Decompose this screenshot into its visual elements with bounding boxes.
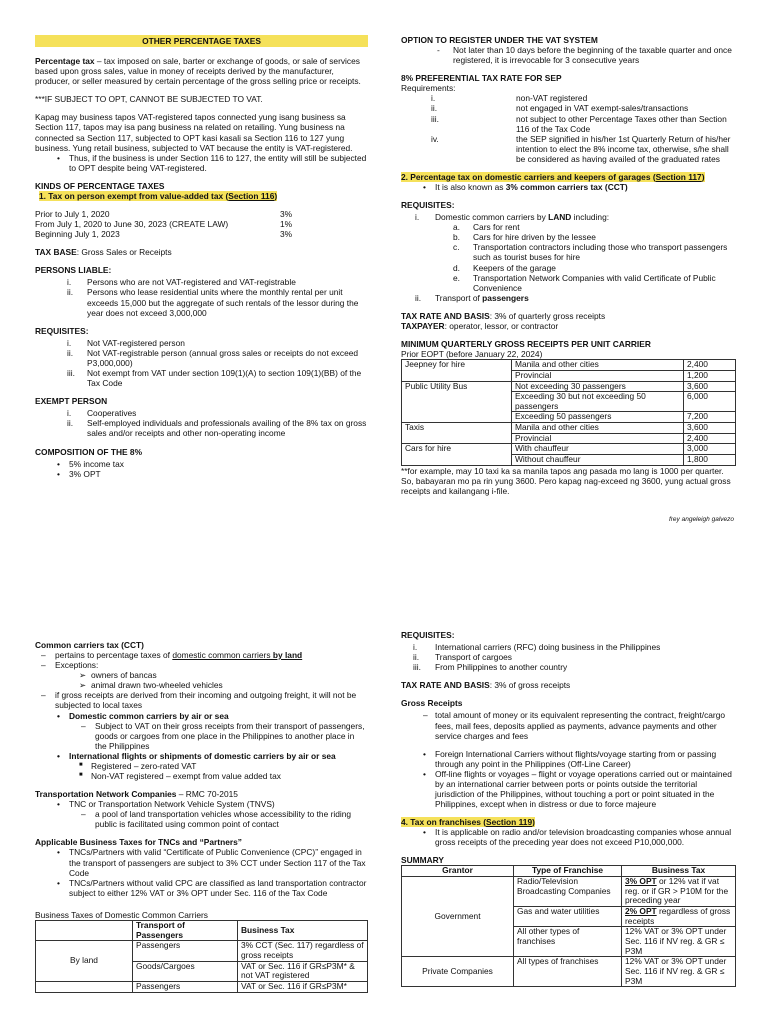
item-4-bullet: • It is applicable on radio and/or television broadcasting companies whose annual gross receipts of the preceding year does not exceed P10,000,000. <box>423 827 732 848</box>
air-sea-detail: – Subject to VAT on their gross receipts from their transport of passengers, goods or cargoes from one place in the Philippines to another place in the Philippines <box>81 720 365 751</box>
item-1-highlight <box>39 191 277 201</box>
bullet-text: TNC or Transportation Network Vehicle System (TNVS) <box>69 799 275 810</box>
list-item <box>35 368 368 388</box>
tnc-heading <box>35 789 368 799</box>
list-item: • 3% OPT <box>57 468 101 479</box>
list-marker: iii. <box>67 368 75 379</box>
taxpayer-label: TAXPAYER <box>401 320 445 331</box>
table-cell-amount: 3,000 <box>684 444 736 455</box>
list-item <box>401 103 736 113</box>
table-header: Grantor <box>402 866 514 877</box>
list-item <box>35 418 368 438</box>
tax-base-label: TAX BASE <box>35 247 77 258</box>
gross-receipts-heading: Gross Receipts <box>401 698 463 709</box>
min-gross-table <box>401 359 736 466</box>
table-header: Business Tax <box>622 866 736 877</box>
section-116-link[interactable]: Section 116 <box>228 190 275 201</box>
list-text: owners of bancas <box>91 670 157 681</box>
list-item <box>401 93 736 103</box>
tnc-rmc: – RMC 70-2015 <box>176 789 238 800</box>
item-1-heading <box>35 191 368 201</box>
list-text: Foreign International Carriers without flights/voyage starting from or passing through any point in the Philippines (Off-Line Career) <box>435 748 717 769</box>
list-marker: ii. <box>413 652 420 663</box>
list-text: From Philippines to another country <box>435 662 568 673</box>
intl-item: ■ Registered – zero-rated VAT <box>79 760 197 771</box>
list-item: • Off-line flights or voyages – flight or voyage operations carried out or maintained by an international carrier between ports or points outside the territorial jurisdiction of the Philippines, without touching a port or point situated in the Philippines, except when in distress or due to force majeure <box>423 768 732 810</box>
term-percentage-tax: Percentage tax <box>35 56 95 67</box>
table-header: Transport of Passengers <box>133 920 238 940</box>
list-text: non-VAT registered <box>516 93 588 104</box>
bullet-text: It is also known as <box>435 182 506 193</box>
tax-rate-text: 12% VAT or 3% OPT under Sec. 116 if NV reg. & GR ≤ P3M <box>625 926 727 956</box>
tax-rate-text: 12% VAT or 3% OPT under Sec. 116 if NV reg. & GR ≤ P3M <box>625 956 727 986</box>
list-text: a pool of land transportation vehicles whose accessibility to the riding public is facilitated using common point of contact <box>95 809 352 830</box>
tax-rate-emphasis: 2% OPT <box>625 906 657 917</box>
list-text: TNCs/Partners without valid CPC are classified as land transportation contractor subject to either 12% VAT or 3% OPT under Sec. 116 of the Tax Code <box>69 877 367 898</box>
list-text: Persons who are not VAT-registered and VAT-registrable <box>87 277 296 288</box>
bullet-text: Domestic common carriers by air or sea <box>69 710 229 721</box>
table-cell-grantor: Private Companies <box>402 957 514 987</box>
table-cell: 3% CCT (Sec. 117) regardless of gross receipts <box>238 941 368 961</box>
air-sea-heading: • Domestic common carriers by air or sea <box>57 710 229 721</box>
table-cell: VAT or Sec. 116 if GR≤P3M* & not VAT registered <box>238 961 368 981</box>
item-4-heading <box>401 817 736 827</box>
table-cell-grantor: Government <box>402 877 514 957</box>
table-row <box>402 381 736 392</box>
min-gross-subheading: Prior EOPT (before January 22, 2024) <box>401 349 543 360</box>
list-item <box>35 277 368 287</box>
table-row <box>402 957 736 987</box>
table-cell: Manila and other cities <box>512 423 684 434</box>
list-text: Exceptions: <box>55 660 99 671</box>
list-item <box>401 652 736 662</box>
rate-timeline <box>35 209 368 239</box>
table-cell: Provincial <box>512 433 684 444</box>
list-text: if gross receipts are derived from their incoming and outgoing freight, it will not be subjected to local taxes <box>55 690 357 711</box>
rate-label: TAX RATE AND BASIS <box>401 310 490 321</box>
table-row <box>402 360 736 371</box>
table-cell <box>622 927 736 957</box>
table-cell-group: By land <box>36 941 133 982</box>
opt-note: ***IF SUBJECT TO OPT, CANNOT BE SUBJECTED TO VAT. <box>35 94 263 105</box>
table-cell-category: Public Utility Bus <box>402 381 512 423</box>
table-cell-amount: 7,200 <box>684 412 736 423</box>
list-marker: b. <box>453 232 460 243</box>
list-text: the SEP signified in his/her 1st Quarterly Return of his/her intention to elect the 8% income tax, otherwise, s/he shall be considered as having availed of the graduated rates <box>516 133 731 164</box>
min-gross-heading: MINIMUM QUARTERLY GROSS RECEIPTS PER UNIT CARRIER <box>401 339 651 350</box>
list-text: TNCs/Partners with valid “Certificate of Public Convenience (CPC)” engaged in the transport of passengers are subject to 3% CCT under Section 117 of the Tax Code <box>69 847 366 878</box>
item-4-suffix: ) <box>532 817 535 828</box>
section-banner: OTHER PERCENTAGE TAXES <box>35 35 368 47</box>
table-cell: All types of franchises <box>514 957 622 987</box>
table-cell <box>622 957 736 987</box>
table-cell-category: Taxis <box>402 423 512 444</box>
table-cell: VAT or Sec. 116 if GR≤P3M* <box>238 981 368 992</box>
requisites-heading: REQUISITES: <box>35 325 89 336</box>
list-marker: iv. <box>431 133 439 144</box>
list-text: Registered – zero-rated VAT <box>91 760 197 771</box>
item-2-heading <box>401 172 736 182</box>
tax-rate-basis <box>401 680 736 690</box>
table-cell-amount: 3,600 <box>684 381 736 392</box>
rate-value: : 3% of quarterly gross receipts <box>489 310 606 321</box>
list-item <box>401 114 736 134</box>
composition-heading: COMPOSITION OF THE 8% <box>35 446 143 457</box>
requisites-heading: REQUISITES: <box>401 200 455 211</box>
list-text: not subject to other Percentage Taxes other than Section 116 of the Tax Code <box>516 113 727 134</box>
persons-liable-heading: PERSONS LIABLE: <box>35 265 112 276</box>
arrow-icon: ➢ <box>79 680 87 691</box>
list-item <box>401 134 736 164</box>
table-header <box>36 920 133 940</box>
table-cell: Manila and other cities <box>512 360 684 371</box>
table-cell <box>622 877 736 907</box>
list-item: • TNCs/Partners without valid CPC are classified as land transportation contractor subject to either 12% VAT or 3% OPT under Sec. 116 of the Tax Code <box>57 877 367 898</box>
rate-label: Beginning July 1, 2023 <box>35 229 120 240</box>
table-header: Business Tax <box>238 920 368 940</box>
table-cell: All other types of franchises <box>514 927 622 957</box>
table-cell: Provincial <box>512 370 684 381</box>
sub-item <box>401 273 736 293</box>
cct-definition: – pertains to percentage taxes of domestic common carriers by land <box>41 650 303 661</box>
list-text: total amount of money or its equivalent representing the contract, freight/cargo fees, mail fees, deposits applied as payments, advance payments and other service charges and fees <box>435 710 726 741</box>
item-1-text: 1. Tax on person exempt from value-added tax ( <box>39 190 229 201</box>
bullet-bold: 3% common carriers tax (CCT) <box>505 182 628 193</box>
list-marker: i. <box>67 277 72 288</box>
table-cell <box>622 907 736 927</box>
rate-value: 1% <box>280 219 293 230</box>
list-item: ii. Transport of passengers <box>415 292 529 303</box>
list-text: Not exempt from VAT under section 109(1)(A) to section 109(1)(BB) of the Tax Code <box>87 368 362 389</box>
right-bottom-column <box>401 630 736 987</box>
rate-label: Prior to July 1, 2020 <box>35 209 110 220</box>
exception-item <box>35 680 368 690</box>
summary-table <box>401 865 736 987</box>
list-text: Cooperatives <box>87 408 137 419</box>
table-cell: With chauffeur <box>512 444 684 455</box>
list-marker: i. <box>67 408 72 419</box>
list-marker: ii. <box>67 347 74 358</box>
list-text: pertains to percentage taxes of <box>55 650 173 661</box>
table-cell-category: Cars for hire <box>402 444 512 465</box>
list-text: Transport of cargoes <box>435 652 512 663</box>
rate-label: From July 1, 2020 to June 30, 2023 (CREATE LAW) <box>35 219 229 230</box>
gross-receipts-def: – total amount of money or its equivalent representing the contract, freight/cargo fees, mail fees, deposits applied as payments, advance payments and other service charges and fees <box>423 710 726 741</box>
item-1-suffix: ) <box>274 190 278 201</box>
list-marker: i. <box>431 93 436 104</box>
list-text: Transportation contractors including those who transport passengers such as tourist buses for hire <box>473 242 728 263</box>
item-2-bullet: • It is also known as 3% common carriers tax (CCT) <box>423 182 628 193</box>
option-item: - Not later than 10 days before the beginning of the taxable quarter and once registered, it is irrevocable for 3 consecutive years <box>437 45 732 66</box>
table-header-row <box>402 866 736 877</box>
item-2-highlight <box>401 172 705 182</box>
list-item <box>35 348 368 368</box>
bullet-text: Thus, if the business is under Section 116 to 127, the entity will still be subjected to OPT despite being VAT-registered. <box>69 152 367 173</box>
exempt-heading: EXEMPT PERSON <box>35 396 108 407</box>
table-cell: Passengers <box>133 941 238 961</box>
sub-item <box>401 263 736 273</box>
list-text: Keepers of the garage <box>473 262 556 273</box>
table-cell: Exceeding 30 but not exceeding 50 passengers <box>512 392 684 412</box>
list-marker: iii. <box>431 113 439 124</box>
tnc-detail: – a pool of land transportation vehicles whose accessibility to the riding public is facilitated using common point of contact <box>81 809 352 830</box>
list-text: 5% income tax <box>69 458 124 469</box>
intl-heading: • International flights or shipments of domestic carriers by air or sea <box>57 750 336 761</box>
table-cell-amount: 1,200 <box>684 370 736 381</box>
kinds-heading: KINDS OF PERCENTAGE TAXES <box>35 180 165 191</box>
tax-base <box>35 247 368 257</box>
kapag-paragraph: Kapag may business tapos VAT-registered tapos connected yung isang business sa Section 117, tapos may isa pang business na related on retailing. Yung business na connected sa Section 117, subjected to OPT kasi kasali sa Section 116 to 127 yung business. Yung retail business, subjected to VAT because the entity is VAT-registered. <box>35 112 353 153</box>
table-cell-amount: 6,000 <box>684 392 736 412</box>
list-marker: iii. <box>413 662 421 673</box>
rate-value: : 3% of gross receipts <box>489 680 571 691</box>
list-bold: LAND <box>548 212 572 223</box>
tax-rate-basis <box>401 311 736 321</box>
table-cell-amount: 1,800 <box>684 455 736 466</box>
list-text: Subject to VAT on their gross receipts from their transport of passengers, goods or cargoes from one place in the Philippines to another place in the Philippines <box>95 720 365 751</box>
list-text: Self-employed individuals and professionals availing of the 8% tax on gross sales and/or receipts and other non-operating income <box>87 418 367 439</box>
section-119-link[interactable]: Section 119 <box>486 817 533 828</box>
percentage-tax-definition <box>35 56 368 86</box>
table-cell: Radio/Television Broadcasting Companies <box>514 877 622 907</box>
list-text: Non-VAT registered – exempt from value added tax <box>91 771 281 782</box>
item-4-text: 4. Tax on franchises ( <box>401 817 487 828</box>
list-marker: ii. <box>67 287 74 298</box>
list-underline: domestic common carriers <box>172 650 271 661</box>
list-marker: i. <box>413 642 418 653</box>
list-item <box>35 408 368 418</box>
table-header: Type of Franchise <box>514 866 622 877</box>
list-bold: passengers <box>482 292 529 303</box>
bullet-text: International flights or shipments of domestic carriers by air or sea <box>69 750 336 761</box>
cct-freight-note: – if gross receipts are derived from their incoming and outgoing freight, it will not be subjected to local taxes <box>41 690 357 711</box>
item-2-text: 2. Percentage tax on domestic carriers and keepers of garages ( <box>401 171 656 182</box>
pref-requirements-label: Requirements: <box>401 83 456 94</box>
tnc-heading-text: Transportation Network Companies <box>35 789 177 800</box>
thus-bullet: • Thus, if the business is under Section 116 to 127, the entity will still be subjected to OPT despite being VAT-registered. <box>57 152 367 173</box>
list-marker: c. <box>453 242 460 253</box>
list-text: Domestic common carriers by <box>435 212 549 223</box>
table-cell: Exceeding 50 passengers <box>512 412 684 423</box>
rate-value: 3% <box>280 229 293 240</box>
sub-item <box>401 222 736 232</box>
list-item: • Foreign International Carriers without flights/voyage starting from or passing through any point in the Philippines (Off-Line Career) <box>423 748 717 769</box>
table-cell-category: Jeepney for hire <box>402 360 512 381</box>
list-item: • 5% income tax <box>57 458 124 469</box>
table-cell: Not exceeding 30 passengers <box>512 381 684 392</box>
list-text: animal drawn two-wheeled vehicles <box>91 680 223 691</box>
item-2-suffix: ) <box>701 171 705 182</box>
tax-base-value: : Gross Sales or Receipts <box>76 247 172 258</box>
table-cell: Without chauffeur <box>512 455 684 466</box>
list-item: • TNCs/Partners with valid “Certificate of Public Convenience (CPC)” engaged in the transport of passengers are subject to 3% CCT under Section 117 of the Tax Code <box>57 847 366 878</box>
list-text: Transportation Network Companies with valid Certificate of Public Convenience <box>473 272 716 293</box>
right-top-column <box>401 35 736 524</box>
table-row <box>402 444 736 455</box>
definition-text: – tax imposed on sale, barter or exchange of goods, or sale of services based upon gross sales, value in money of receipts derived by the manufacturer, producer, or seller measured by certain percentage of the gross selling price or receipts. <box>35 56 361 87</box>
bullet-text: It is applicable on radio and/or television broadcasting companies whose annual gross receipts of the preceding year does not exceed P10,000,000. <box>435 827 732 848</box>
list-marker: a. <box>453 222 460 233</box>
table-cell-amount: 2,400 <box>684 433 736 444</box>
left-bottom-column <box>35 640 368 993</box>
table-row <box>402 877 736 907</box>
requisites-heading: REQUISITES: <box>401 630 455 640</box>
list-text: Persons who lease residential units where the monthly rental per unit exceeds 15,000 but the aggregate of such rentals of the lessor during the year does not exceed 3,000,000 <box>87 287 359 318</box>
pref-heading: 8% PREFERENTIAL TAX RATE FOR SEP <box>401 73 562 84</box>
table-row <box>402 423 736 434</box>
taxpayer <box>401 321 736 331</box>
list-marker: ii. <box>67 418 74 429</box>
option-heading: OPTION TO REGISTER UNDER THE VAT SYSTEM <box>401 35 598 45</box>
list-text: Cars for rent <box>473 222 520 233</box>
list-marker: ii. <box>431 103 438 114</box>
table-cell-amount: 3,600 <box>684 423 736 434</box>
list-text: Off-line flights or voyages – flight or voyage operations carried out or maintained by an international carrier between ports or points outside the territorial jurisdiction of the Philippines, without touching a port or point situated in the Philippines, except when in distress or due to force majeure <box>435 768 732 810</box>
list-text: Not VAT-registrable person (annual gross sales or receipts do not exceed P3,000,000) <box>87 347 359 368</box>
cct-heading: Common carriers tax (CCT) <box>35 640 144 650</box>
list-bold: by land <box>270 650 303 661</box>
list-text: Not later than 10 days before the beginning of the taxable quarter and once registered, it is irrevocable for 3 consecutive years <box>453 45 732 66</box>
list-text: International carriers (RFC) doing business in the Philippines <box>435 642 661 653</box>
author-signature: frey angeleigh galvezo <box>668 515 734 523</box>
summary-heading: SUMMARY <box>401 855 444 866</box>
table-cell-amount: 2,400 <box>684 360 736 371</box>
list-item <box>401 642 736 652</box>
requisites-heading-text: REQUISITES <box>35 325 86 336</box>
list-item: i. Domestic common carriers by LAND including: <box>415 212 610 223</box>
table-row <box>36 981 368 992</box>
list-text: Cars for hire driven by the lessee <box>473 232 596 243</box>
list-text: 3% OPT <box>69 468 101 479</box>
applicable-taxes-heading: Applicable Business Taxes for TNCs and “Partners” <box>35 837 242 848</box>
table-cell: Gas and water utilities <box>514 907 622 927</box>
taxpayer-value: : operator, lessor, or contractor <box>444 320 559 331</box>
cct-exceptions: – Exceptions: <box>41 660 99 671</box>
table-header-row <box>36 920 368 940</box>
exception-item <box>35 670 368 680</box>
section-117-link[interactable]: Section 117 <box>655 171 702 182</box>
rate-value: 3% <box>280 209 293 220</box>
rate-label: TAX RATE AND BASIS <box>401 680 490 691</box>
list-marker: i. <box>67 337 72 348</box>
tax-rate-text: or 12% vat if vat reg. or if GR > P10M for the preceding year <box>625 876 729 906</box>
list-item <box>35 287 368 317</box>
table-cell: Goods/Cargoes <box>133 961 238 981</box>
business-taxes-caption: Business Taxes of Domestic Common Carriers <box>35 909 208 920</box>
list-marker: d. <box>453 262 460 273</box>
arrow-icon: ➢ <box>79 670 87 681</box>
tnc-bullet: • TNC or Transportation Network Vehicle System (TNVS) <box>57 799 275 810</box>
tax-rate-emphasis: 3% OPT <box>625 876 657 887</box>
sub-item <box>401 242 736 262</box>
list-text-post: including: <box>571 212 610 223</box>
list-text: Transport of <box>435 292 483 303</box>
sub-item <box>401 232 736 242</box>
list-marker: e. <box>453 272 460 283</box>
example-note: **for example, may 10 taxi ka sa manila tapos ang pasada mo lang is 1000 per quarter. So, babayaran mo pa rin yung 3600. Pero kapag nag-exceed ng 3600, yung actual gross receipts and kailangang i-file. <box>401 465 731 496</box>
table-row <box>36 941 368 961</box>
intl-item: ■ Non-VAT registered – exempt from value added tax <box>79 771 281 782</box>
business-taxes-table <box>35 920 368 993</box>
list-item <box>35 338 368 348</box>
tax-rate-text: regardless of gross receipts <box>625 906 731 926</box>
list-text: Not VAT-registered person <box>87 337 185 348</box>
item-4-highlight <box>401 817 535 827</box>
table-cell: Passengers <box>133 981 238 992</box>
list-item <box>401 662 736 672</box>
list-text: not engaged in VAT exempt-sales/transactions <box>516 103 689 114</box>
left-top-column <box>35 35 368 479</box>
